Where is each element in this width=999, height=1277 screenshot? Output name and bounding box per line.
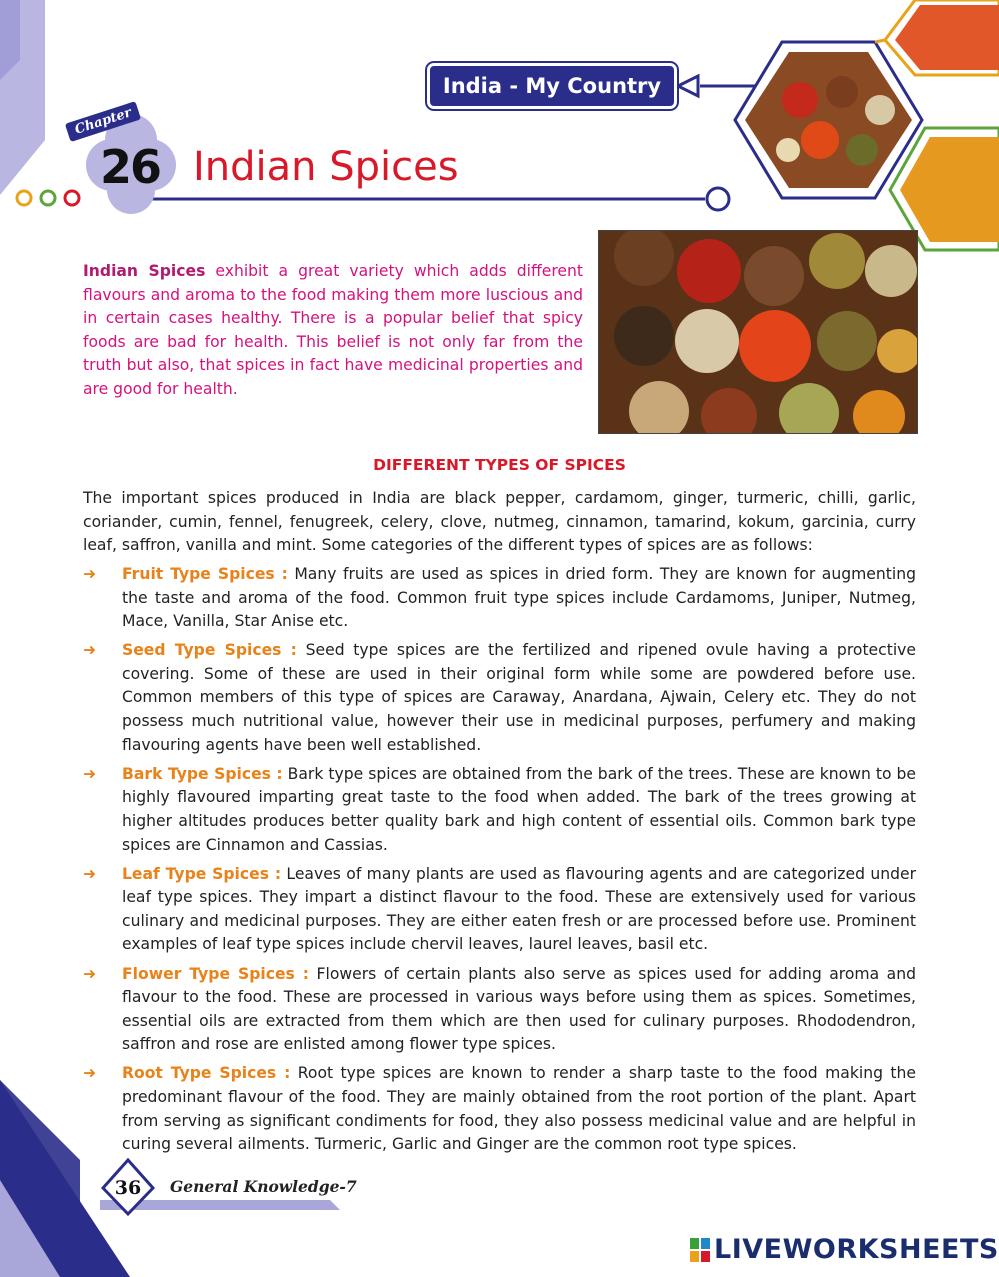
- unit-banner: India - My Country: [430, 66, 674, 106]
- spice-type-description: Bark type spices are obtained from the bark of the trees. These are known to be highly flavoured imparting great taste to the food when added. The bark of the trees growing at higher altitudes produces better quality bark and high content of essential oils. Common bark type spices are Cinnamon and Cassias.: [122, 764, 916, 854]
- spice-type-term: Fruit Type Spices :: [122, 565, 288, 583]
- liveworksheets-icon: [690, 1238, 710, 1262]
- spices-photo: [598, 230, 918, 434]
- book-title: General Knowledge-7: [170, 1177, 357, 1196]
- intro-lead: Indian Spices: [83, 262, 206, 280]
- brand-name: LIVEWORKSHEETS: [714, 1234, 999, 1265]
- spice-type-description: Root type spices are known to render a sharp taste to the food making the predominant flavour of the food. They are mainly obtained from the root portion of the plant. Apart from serving as significant condiments for food, they also possess medicinal value and are helpful in curing several ailments. Turmeric, Garlic and Ginger are the common root type spices.: [122, 1064, 916, 1154]
- arrow-bullet-icon: ➜: [83, 964, 97, 983]
- spice-type-description: Seed type spices are the fertilized and ripened ovule having a protective covering. Some of these are used in their original form while some are powdered before use. Common members of this type of spices are Caraway, Anardana, Ajwain, Celery etc. They do not possess much nutritional value, however their use in medicinal purposes, perfumery and making flavouring agents have been well established.: [122, 641, 916, 754]
- liveworksheets-logo[interactable]: [690, 1234, 999, 1265]
- spice-type-term: Flower Type Spices :: [122, 964, 310, 983]
- spice-type-term: Root Type Spices :: [122, 1064, 291, 1083]
- ring-yellow: [17, 191, 31, 205]
- spice-type-term: Leaf Type Spices :: [122, 864, 282, 883]
- spice-type-description: Flowers of certain plants also serve as spices used for adding aroma and flavour to the food. These are processed in various ways before using them as spices. Sometimes, essential oils are extracted from them which are then used for culinary purposes. Rhododendron, saffron and rose are enlisted among flower type spices.: [122, 964, 916, 1054]
- list-item: [83, 563, 916, 634]
- spice-type-description: Many fruits are used as spices in dried form. They are known for augmenting the taste and aroma of the food. Common fruit type spices include Cardamoms, Juniper, Nutmeg, Mace, Vanilla, Star Anise etc.: [122, 565, 917, 631]
- spice-type-term: Seed Type Spices :: [122, 641, 297, 660]
- arrow-bullet-icon: ➜: [83, 1064, 97, 1083]
- arrow-bullet-icon: ➜: [83, 764, 97, 783]
- list-item: [83, 863, 916, 957]
- spice-type-description: Leaves of many plants are used as flavouring agents and are categorized under leaf type spices. They impart a distinct flavour to the food. These are extensively used for various culinary and medicinal purposes. They are either eaten fresh or are processed before use. Prominent examples of leaf type spices include chervil leaves, laurel leaves, basil etc.: [122, 864, 916, 954]
- header-rule-end-circle: [707, 188, 729, 210]
- spice-type-term: Bark Type Spices :: [122, 764, 283, 783]
- spice-types-list: [83, 563, 916, 1162]
- chapter-number: 26: [100, 140, 161, 194]
- banner-arrow: [678, 76, 698, 96]
- page-title: Indian Spices: [193, 144, 459, 190]
- list-item: [83, 763, 916, 857]
- list-item: [83, 639, 916, 757]
- arrow-bullet-icon: ➜: [83, 641, 97, 660]
- page-number: 36: [114, 1177, 142, 1199]
- ring-red: [65, 191, 79, 205]
- arrow-bullet-icon: ➜: [83, 864, 97, 883]
- list-item: [83, 1062, 916, 1156]
- intro-text: exhibit a great variety which adds different flavours and aroma to the food making them more luscious and in certain cases healthy. There is a popular belief that spicy foods are bad for health. This belief is not only far from the truth but also, that spices in fact have medicinal properties and are good for health.: [83, 262, 583, 398]
- ring-green: [41, 191, 55, 205]
- arrow-bullet-icon: ➜: [83, 565, 97, 583]
- intro-paragraph: [83, 260, 583, 402]
- section-heading: DIFFERENT TYPES OF SPICES: [373, 456, 626, 474]
- section-lead-paragraph: The important spices produced in India are black pepper, cardamom, ginger, turmeric, chilli, garlic, coriander, cumin, fennel, fenugreek, celery, clove, nutmeg, cinnamon, tamarind, kokum, garcinia, curry leaf, saffron, vanilla and mint. Some categories of the different types of spices are as follows:: [83, 489, 916, 555]
- chapter-label: Chapter: [65, 101, 142, 142]
- list-item: [83, 963, 916, 1057]
